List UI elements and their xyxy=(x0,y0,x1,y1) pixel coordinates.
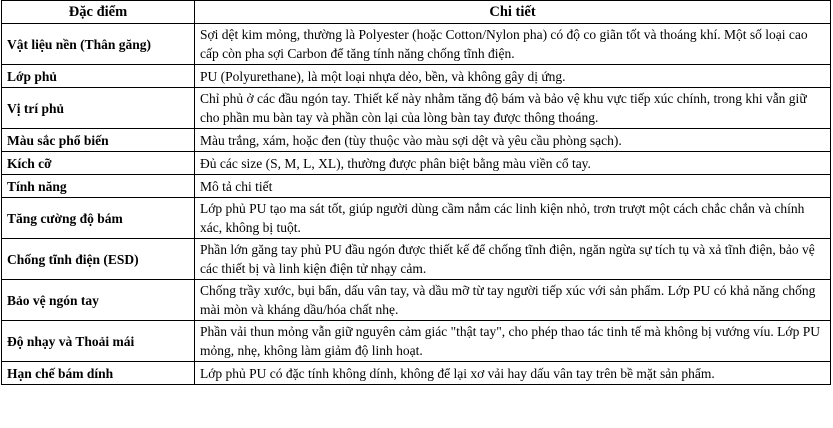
feature-cell: Màu sắc phổ biến xyxy=(2,129,195,152)
feature-cell: Độ nhạy và Thoải mái xyxy=(2,321,195,362)
table-row xyxy=(2,129,831,152)
feature-cell: Vị trí phủ xyxy=(2,88,195,129)
feature-cell: Bảo vệ ngón tay xyxy=(2,280,195,321)
spec-table xyxy=(1,0,831,385)
detail-cell: Chống trầy xước, bụi bẩn, dấu vân tay, và dầu mỡ từ tay người tiếp xúc với sản phẩm. Lớp PU có khả năng chống mài mòn và kháng dầu/hóa chất nhẹ. xyxy=(195,280,831,321)
detail-cell: Lớp phủ PU tạo ma sát tốt, giúp người dùng cầm nắm các linh kiện nhỏ, trơn trượt một cách chắc chắn và chính xác, không bị tuột. xyxy=(195,198,831,239)
detail-cell: Chỉ phủ ở các đầu ngón tay. Thiết kế này nhằm tăng độ bám và bảo vệ khu vực tiếp xúc chính, trong khi vẫn giữ cho phần mu bàn tay và phần còn lại của lòng bàn tay được thông thoáng. xyxy=(195,88,831,129)
table-row xyxy=(2,88,831,129)
table-row xyxy=(2,152,831,175)
detail-cell: Sợi dệt kim mỏng, thường là Polyester (hoặc Cotton/Nylon pha) có độ co giãn tốt và thoáng khí. Một số loại cao cấp còn pha sợi Carbon để tăng tính năng chống tĩnh điện. xyxy=(195,24,831,65)
table-row xyxy=(2,198,831,239)
detail-cell: Phần vải thun mỏng vẫn giữ nguyên cảm giác "thật tay", cho phép thao tác tinh tế mà không bị vướng víu. Lớp PU mỏng, nhẹ, không làm giảm độ linh hoạt. xyxy=(195,321,831,362)
feature-cell: Hạn chế bám dính xyxy=(2,362,195,385)
feature-cell: Chống tĩnh điện (ESD) xyxy=(2,239,195,280)
detail-cell: PU (Polyurethane), là một loại nhựa dẻo, bền, và không gây dị ứng. xyxy=(195,65,831,88)
header-feature: Đặc điểm xyxy=(2,1,195,24)
feature-cell: Lớp phủ xyxy=(2,65,195,88)
detail-cell: Mô tả chi tiết xyxy=(195,175,831,198)
header-row xyxy=(2,1,831,24)
header-detail: Chi tiết xyxy=(195,1,831,24)
table-row xyxy=(2,280,831,321)
detail-cell: Phần lớn găng tay phủ PU đầu ngón được thiết kế để chống tĩnh điện, ngăn ngừa sự tích tụ và xả tĩnh điện, bảo vệ các thiết bị và linh kiện điện tử nhạy cảm. xyxy=(195,239,831,280)
table-row xyxy=(2,65,831,88)
table-row xyxy=(2,175,831,198)
detail-cell: Đủ các size (S, M, L, XL), thường được phân biệt bằng màu viền cổ tay. xyxy=(195,152,831,175)
feature-cell: Vật liệu nền (Thân găng) xyxy=(2,24,195,65)
table-row xyxy=(2,321,831,362)
feature-cell: Kích cỡ xyxy=(2,152,195,175)
table-row xyxy=(2,24,831,65)
detail-cell: Lớp phủ PU có đặc tính không dính, không để lại xơ vải hay dấu vân tay trên bề mặt sản phẩm. xyxy=(195,362,831,385)
table-row xyxy=(2,239,831,280)
detail-cell: Màu trắng, xám, hoặc đen (tùy thuộc vào màu sợi dệt và yêu cầu phòng sạch). xyxy=(195,129,831,152)
feature-cell: Tăng cường độ bám xyxy=(2,198,195,239)
table-row xyxy=(2,362,831,385)
feature-cell: Tính năng xyxy=(2,175,195,198)
